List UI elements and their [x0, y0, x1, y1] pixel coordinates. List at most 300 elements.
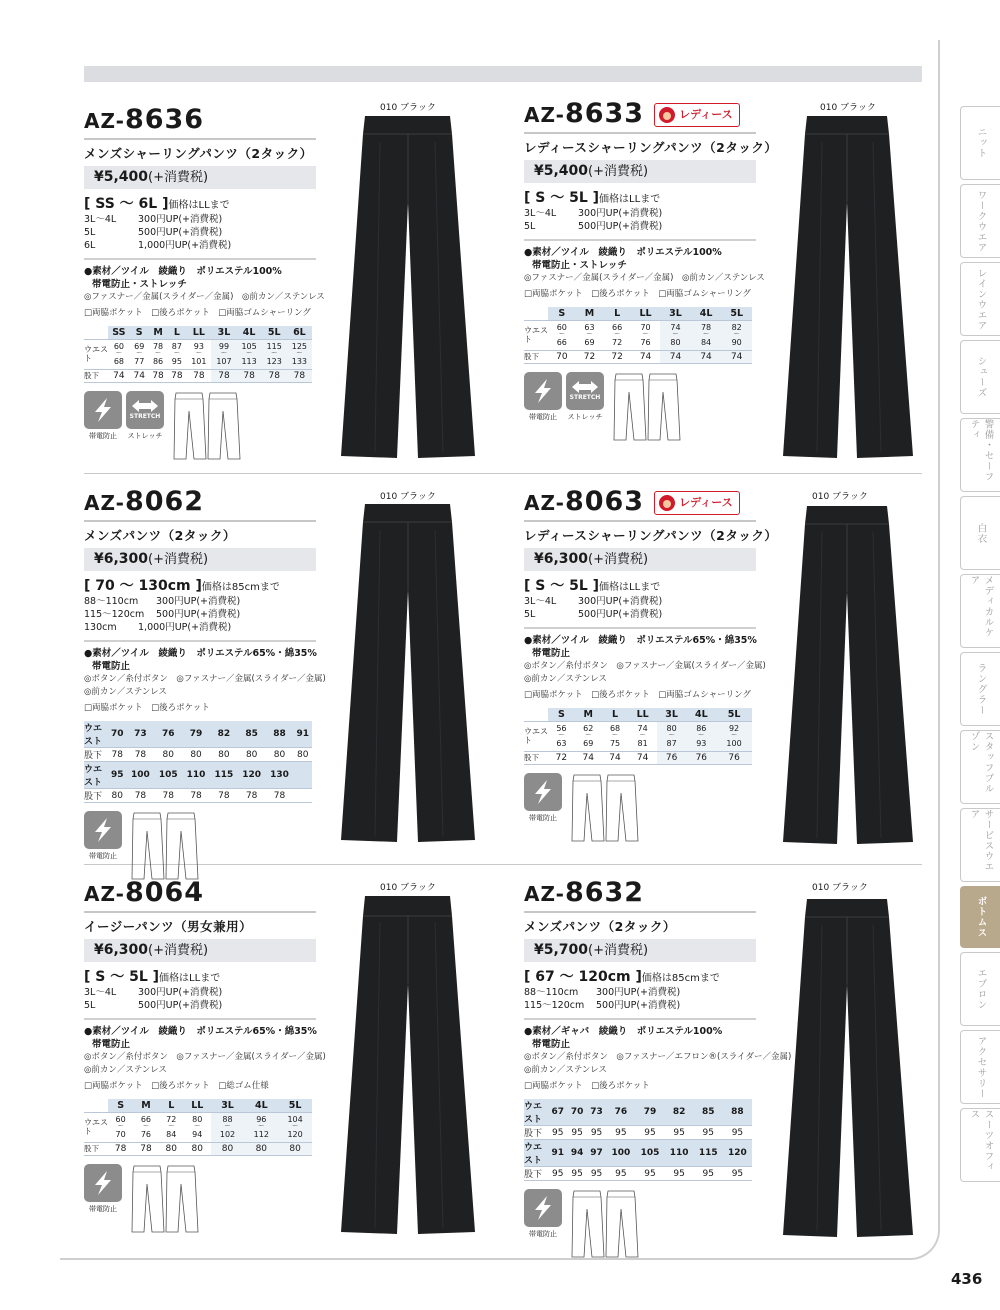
waist-to: 70 [115, 1130, 126, 1139]
material-line: 帯電防止 [92, 661, 131, 672]
side-tab-label: 警備・セーフティ [968, 419, 994, 482]
antistatic-label: 帯電防止 [89, 852, 117, 860]
inseam-cell: 80 [108, 789, 127, 803]
waist-from: 88 [222, 1115, 233, 1124]
waist-to: 133 [291, 357, 308, 366]
waist-from: 80 [192, 1115, 203, 1124]
waist-row [524, 1099, 752, 1126]
side-tab-label: スタッフブルゾン [968, 731, 994, 794]
size-header: LL [186, 326, 211, 339]
inseam-cell: 72 [576, 350, 604, 363]
waist-cell [576, 320, 604, 350]
tilde: 〜 [586, 331, 593, 338]
size-header: LL [628, 708, 656, 721]
waist-to: 100 [726, 739, 742, 748]
side-tab[interactable] [960, 418, 1000, 492]
code-number: 8062 [124, 486, 205, 517]
size-header: M [576, 307, 604, 320]
waist-to: 84 [166, 1130, 177, 1139]
waist-cell [602, 721, 629, 751]
waist-cell [603, 320, 631, 350]
waist-cell: 85 [694, 1099, 723, 1126]
size-table [524, 1099, 752, 1181]
inseam-label: 股下 [524, 1126, 548, 1140]
waist-from: 105 [241, 342, 257, 351]
tilde: 〜 [292, 1123, 299, 1130]
upcharge-price: 500円UP(+消費税) [596, 1000, 681, 1011]
waist-cell [159, 1112, 184, 1142]
antistatic-label: 帯電防止 [529, 813, 557, 822]
inseam-cell: 78 [211, 369, 236, 382]
material-line: ●素材／ツイル 綾織り ポリエステル100% [524, 247, 722, 258]
tilde: 〜 [271, 350, 278, 357]
waist-from: 104 [287, 1115, 303, 1124]
waist-cell [548, 721, 575, 751]
tilde: 〜 [612, 732, 619, 739]
separator [84, 640, 316, 642]
inseam-cell: 78 [167, 369, 186, 382]
product-az-8632 [524, 875, 792, 1263]
waist-cell [108, 339, 130, 369]
size-header: M [149, 326, 168, 339]
pants-sketch [130, 811, 200, 885]
inseam-cell: 78 [154, 789, 182, 803]
inseam-cell: 95 [587, 1167, 606, 1181]
inseam-cell: 74 [691, 350, 722, 363]
waist-cell: 95 [108, 762, 127, 789]
side-tab-label: メディカルケア [968, 575, 994, 638]
waist-cell: 73 [587, 1099, 606, 1126]
inseam-cell: 95 [665, 1167, 694, 1181]
inseam-label: 股下 [524, 350, 548, 363]
product-code [524, 96, 756, 132]
product-title: メンズパンツ（2タック） [84, 520, 316, 548]
product-az-8063 [524, 484, 778, 847]
code-prefix: AZ- [84, 109, 125, 133]
upcharge-size: 3L～4L [84, 214, 117, 225]
side-tab[interactable] [960, 184, 1000, 258]
size-upcharge [84, 226, 316, 239]
pants-photo [335, 892, 480, 1237]
stretch-word: STRETCH [569, 394, 601, 401]
waist-cell: 100 [127, 762, 155, 789]
inseam-cell: 80 [184, 1142, 211, 1155]
upcharge-size: 5L [84, 227, 96, 238]
price-tax: (+消費税) [588, 943, 649, 958]
tilde: 〜 [136, 350, 143, 357]
spec-line: □両脇ポケット □後ろポケット □両脇ゴムシャーリング [524, 289, 751, 299]
waist-cell [548, 320, 576, 350]
antistatic-feature [84, 391, 122, 441]
size-header: 5L [716, 708, 752, 721]
side-tabs [960, 106, 1000, 1186]
waist-cell: 76 [606, 1099, 635, 1126]
size-upcharge [524, 207, 756, 220]
size-range [84, 575, 316, 595]
inseam-cell: 72 [548, 751, 575, 764]
waist-from: 125 [291, 342, 308, 351]
side-tab[interactable] [960, 652, 1000, 726]
waist-cell [287, 339, 312, 369]
material-line: 帯電防止 [92, 1039, 131, 1050]
inseam-cell: 95 [587, 1126, 606, 1140]
separator [524, 1018, 756, 1020]
inseam-cell: 78 [108, 748, 127, 762]
inseam-cell: 78 [262, 369, 287, 382]
waist-from: 93 [193, 342, 204, 351]
inseam-row [524, 350, 752, 363]
spec-line: □両脇ポケット □後ろポケット □総ゴム仕様 [84, 1081, 269, 1091]
spec-line: ◎ボタン／糸付ボタン ◎ファスナー／エフロン®(スライダー／金属) [524, 1052, 792, 1062]
upcharge-size: 115～120cm [84, 609, 145, 620]
waist-cell: 85 [238, 721, 266, 748]
waist-to: 87 [666, 739, 677, 748]
inseam-cell: 95 [694, 1126, 723, 1140]
separator [524, 239, 756, 241]
inseam-cell: 80 [211, 1142, 245, 1155]
upcharge-size: 3L～4L [524, 208, 557, 219]
waist-from: 74 [670, 323, 681, 332]
inseam-cell: 95 [548, 1126, 567, 1140]
waist-label: ウエスト [524, 1140, 548, 1167]
price-bar [84, 939, 316, 962]
tilde: 〜 [194, 1123, 201, 1130]
antistatic-feature [524, 1189, 562, 1239]
waist-cell: 94 [567, 1140, 586, 1167]
upcharge-price: 500円UP(+消費税) [156, 609, 241, 620]
upcharge-size: 115～120cm [524, 1000, 585, 1011]
top-bar [84, 66, 922, 82]
waist-cell [108, 1112, 133, 1142]
waist-to: 95 [171, 357, 182, 366]
waist-to: 123 [266, 357, 282, 366]
lightning-icon [524, 1189, 562, 1227]
waist-from: 92 [728, 724, 740, 733]
side-tab[interactable] [960, 886, 1000, 948]
size-range-note: 価格は85cmまで [201, 582, 280, 593]
tilde: 〜 [224, 1123, 231, 1130]
spec-line: ◎ファスナー／金属(スライダー／金属) ◎前カン／ステンレス [84, 292, 325, 302]
waist-cell: 70 [567, 1099, 586, 1126]
inseam-cell: 74 [631, 350, 660, 363]
side-tab[interactable] [960, 340, 1000, 414]
size-header: M [133, 1099, 158, 1112]
price-bar [524, 939, 756, 962]
waist-cell: 110 [665, 1140, 694, 1167]
product-title: イージーパンツ（男女兼用） [84, 911, 316, 939]
waist-from: 69 [134, 342, 145, 351]
stretch-word: STRETCH [129, 413, 161, 420]
upcharge-size: 3L～4L [84, 987, 117, 998]
size-header: S [130, 326, 149, 339]
inseam-cell: 72 [603, 350, 631, 363]
size-upcharge [524, 595, 756, 608]
size-range [524, 187, 756, 207]
inseam-row [84, 748, 312, 762]
product-code [84, 875, 316, 911]
waist-cell: 79 [635, 1099, 664, 1126]
tilde: 〜 [585, 732, 592, 739]
code-number: 8064 [124, 877, 205, 908]
size-upcharge [524, 999, 756, 1012]
product-code [84, 102, 316, 138]
waist-label: ウエスト [524, 721, 548, 751]
waist-from: 62 [583, 724, 594, 733]
waist-label: ウエスト [84, 1112, 108, 1142]
inseam-cell: 95 [665, 1126, 694, 1140]
inseam-cell: 76 [686, 751, 716, 764]
material-line: ●素材／ツイル 綾織り ポリエステル100% [84, 266, 282, 277]
separator [84, 1018, 316, 1020]
product-code [524, 484, 756, 520]
inseam-cell: 74 [721, 350, 752, 363]
tilde: 〜 [558, 732, 565, 739]
waist-cell [186, 339, 211, 369]
antistatic-feature [524, 773, 562, 823]
waist-cell [686, 721, 716, 751]
upcharge-size: 6L [84, 240, 96, 251]
waist-cell: 105 [635, 1140, 664, 1167]
inseam-cell: 95 [567, 1167, 586, 1181]
waist-from: 96 [256, 1115, 267, 1124]
waist-to: 76 [640, 338, 651, 347]
waist-cell [262, 339, 287, 369]
waist-to: 102 [219, 1130, 236, 1139]
product-title: メンズパンツ（2タック） [524, 911, 756, 939]
side-tab-label: ワークウエア [975, 189, 987, 253]
waist-cell [691, 320, 722, 350]
tilde: 〜 [258, 1123, 265, 1130]
tilde: 〜 [168, 1123, 175, 1130]
tilde: 〜 [117, 1123, 124, 1130]
antistatic-label: 帯電防止 [89, 1204, 117, 1213]
size-header: 6L [287, 326, 312, 339]
pants-sketch [172, 391, 242, 465]
size-range-note: 価格はLLまで [159, 973, 221, 984]
spec-line: □両脇ポケット □後ろポケット [524, 1081, 650, 1091]
upcharge-price: 500円UP(+消費税) [138, 227, 223, 238]
inseam-cell: 95 [635, 1167, 664, 1181]
feature-icons [524, 1189, 756, 1263]
waist-cell [133, 1112, 158, 1142]
lightning-icon [84, 391, 122, 429]
lightning-icon [84, 1164, 122, 1202]
color-label: 010 ブラック [380, 883, 436, 893]
waist-to: 120 [287, 1130, 303, 1139]
waist-cell: 82 [665, 1099, 694, 1126]
waist-cell: 130 [266, 762, 294, 789]
waist-cell [657, 721, 687, 751]
antistatic-feature [84, 811, 122, 861]
tilde: 〜 [703, 331, 710, 338]
inseam-cell: 78 [182, 789, 210, 803]
size-header: SS [108, 326, 130, 339]
product-code [84, 484, 316, 520]
waist-from: 60 [556, 323, 567, 332]
size-range-note: 価格はLLまで [168, 200, 230, 211]
size-table [84, 326, 312, 383]
inseam-cell: 78 [186, 369, 211, 382]
side-tab[interactable] [960, 574, 1000, 648]
waist-to: 101 [191, 357, 207, 366]
side-tab-label: ラングラー [975, 662, 987, 716]
size-range-note: 価格はLLまで [599, 194, 661, 205]
inseam-cell: 95 [723, 1126, 752, 1140]
upcharge-price: 300円UP(+消費税) [578, 596, 663, 607]
waist-cell [278, 1112, 312, 1142]
size-header-row [524, 708, 752, 721]
size-table [84, 1099, 312, 1156]
waist-from: 78 [700, 323, 712, 332]
price-tax: (+消費税) [588, 552, 649, 567]
waist-to: 69 [584, 338, 595, 347]
tilde: 〜 [155, 350, 162, 357]
waist-cell: 120 [238, 762, 266, 789]
size-upcharge [84, 608, 316, 621]
inseam-cell [293, 789, 312, 803]
waist-from: 63 [584, 323, 595, 332]
side-tab-label: スーツオフィス [968, 1109, 994, 1172]
side-tab[interactable] [960, 106, 1000, 180]
waist-cell [237, 339, 262, 369]
pants-photo [775, 502, 920, 847]
pants-photo [775, 895, 920, 1240]
upcharge-price: 1,000円UP(+消費税) [138, 622, 232, 633]
tilde: 〜 [731, 732, 738, 739]
spec-line: □両脇ポケット □後ろポケット [84, 703, 210, 713]
waist-cell: 115 [210, 762, 238, 789]
waist-cell [211, 1112, 245, 1142]
side-tab[interactable] [960, 952, 1000, 1026]
material-line: 帯電防止・ストレッチ [532, 260, 627, 271]
material-line: 帯電防止 [532, 648, 571, 659]
waist-to: 76 [140, 1130, 152, 1139]
spec-line: ◎ボタン／糸付ボタン ◎ファスナー／金属(スライダー／金属) [84, 1052, 326, 1062]
waist-to: 81 [637, 739, 648, 748]
waist-label: ウエスト [84, 762, 108, 789]
color-label: 010 ブラック [380, 492, 436, 502]
upcharge-price: 1,000円UP(+消費税) [138, 240, 232, 251]
side-tab[interactable] [960, 808, 1000, 882]
size-range-value: [ S ～ 5L ] [524, 190, 600, 206]
waist-from: 70 [640, 323, 651, 332]
waist-row [84, 762, 312, 789]
waist-cell [184, 1112, 211, 1142]
size-range-value: [ S ～ 5L ] [84, 969, 160, 985]
tilde: 〜 [614, 331, 621, 338]
waist-to: 113 [241, 357, 257, 366]
size-header: L [603, 307, 631, 320]
inseam-cell: 78 [108, 1142, 133, 1155]
size-range-value: [ 70 ～ 130cm ] [84, 578, 202, 594]
color-label: 010 ブラック [812, 492, 868, 502]
waist-to: 112 [253, 1130, 269, 1139]
pants-sketch [570, 773, 640, 847]
inseam-cell: 78 [149, 369, 168, 382]
waist-from: 86 [696, 724, 707, 733]
feature-icons [524, 773, 756, 847]
waist-cell [211, 339, 236, 369]
size-header: 3L [211, 326, 236, 339]
code-number: 8636 [124, 104, 205, 135]
waist-from: 80 [666, 724, 677, 733]
code-prefix: AZ- [524, 103, 565, 127]
waist-to: 107 [216, 357, 232, 366]
code-number: 8633 [564, 98, 645, 129]
side-tab-label: エプロン [975, 968, 987, 1010]
product-title: レディースシャーリングパンツ（2タック） [524, 132, 756, 160]
waist-to: 90 [731, 338, 742, 347]
waist-cell: 82 [210, 721, 238, 748]
product-az-8633 [524, 96, 778, 446]
lightning-icon [524, 372, 562, 410]
waist-cell [149, 339, 168, 369]
size-header: 3L [211, 1099, 245, 1112]
code-number: 8632 [564, 877, 645, 908]
code-prefix: AZ- [524, 882, 565, 906]
size-header-row [524, 307, 752, 320]
waist-from: 66 [140, 1115, 152, 1124]
side-tab[interactable] [960, 1108, 1000, 1182]
inseam-row [524, 1167, 752, 1181]
size-range [524, 966, 756, 986]
spec-line: ◎前カン／ステンレス [84, 1065, 167, 1075]
upcharge-size: 88～110cm [84, 596, 139, 607]
product-az-8636 [84, 102, 325, 465]
waist-to: 93 [696, 739, 707, 748]
pants-sketch [130, 1164, 200, 1238]
size-upcharge [84, 239, 316, 252]
waist-from: 78 [152, 342, 164, 351]
price-tax: (+消費税) [148, 170, 209, 185]
inseam-row [524, 751, 752, 764]
price-tax: (+消費税) [148, 943, 209, 958]
inseam-cell: 74 [660, 350, 691, 363]
waist-row [84, 1112, 312, 1142]
side-tab[interactable] [960, 262, 1000, 336]
waist-from: 115 [266, 342, 282, 351]
upcharge-price: 300円UP(+消費税) [156, 596, 241, 607]
inseam-cell: 78 [238, 789, 266, 803]
inseam-cell: 95 [567, 1126, 586, 1140]
feature-icons [84, 1164, 316, 1238]
upcharge-price: 500円UP(+消費税) [138, 1000, 223, 1011]
inseam-cell: 80 [210, 748, 238, 762]
upcharge-price: 300円UP(+消費税) [596, 987, 681, 998]
waist-cell: 73 [127, 721, 155, 748]
inseam-cell: 80 [293, 748, 312, 762]
inseam-cell: 74 [130, 369, 149, 382]
waist-from: 72 [166, 1115, 177, 1124]
inseam-row [84, 1142, 312, 1155]
size-header: 4L [237, 326, 262, 339]
side-tab[interactable] [960, 496, 1000, 570]
code-prefix: AZ- [524, 491, 565, 515]
tilde: 〜 [698, 732, 705, 739]
side-tab[interactable] [960, 1030, 1000, 1104]
inseam-cell: 78 [266, 789, 294, 803]
size-header: LL [184, 1099, 211, 1112]
waist-cell: 91 [293, 721, 312, 748]
size-upcharge [524, 986, 756, 999]
code-prefix: AZ- [84, 882, 125, 906]
side-tab-label: シューズ [975, 356, 987, 398]
tilde: 〜 [296, 350, 303, 357]
side-tab[interactable] [960, 730, 1000, 804]
waist-label: ウエスト [524, 320, 548, 350]
stretch-icon [126, 391, 164, 429]
price-value: ¥6,300 [534, 551, 589, 567]
